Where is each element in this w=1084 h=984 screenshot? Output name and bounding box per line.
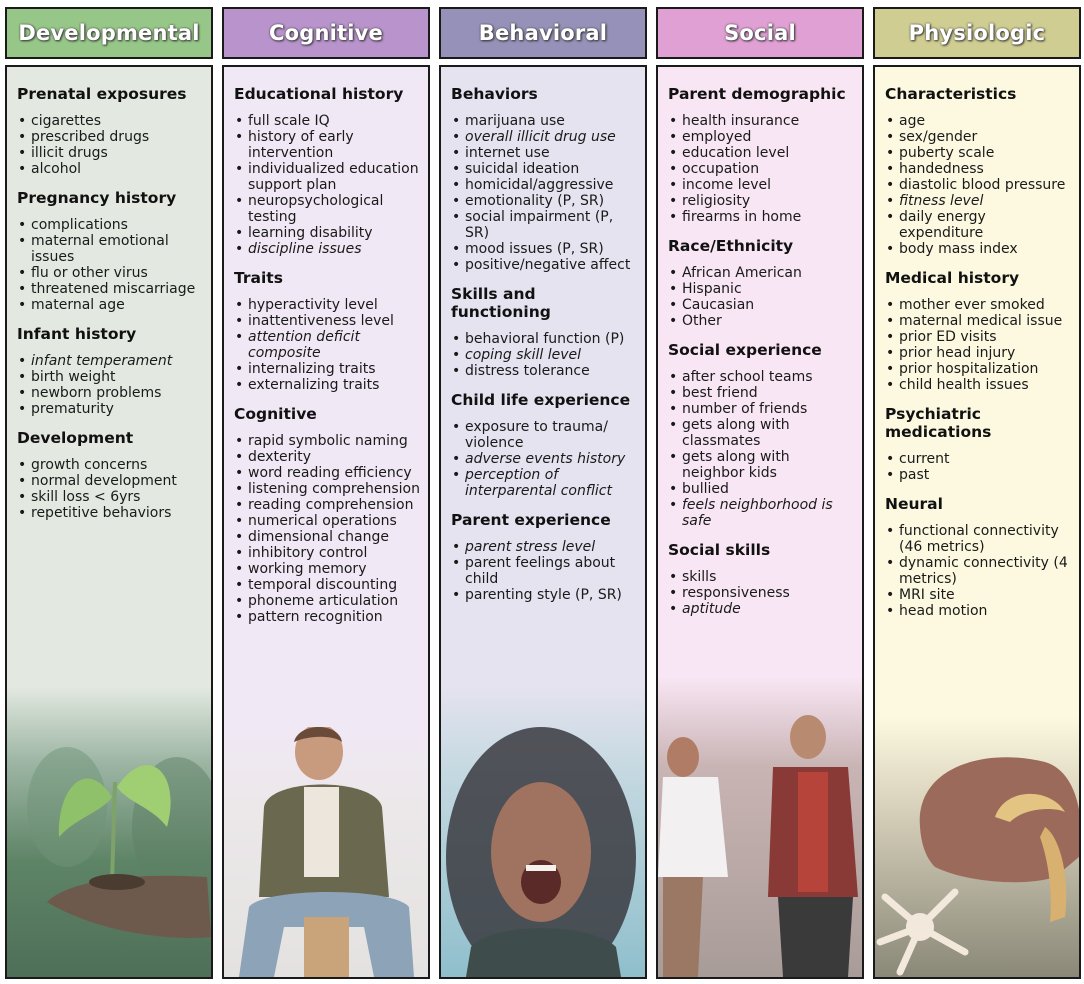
list-item: • current xyxy=(885,451,1071,467)
variable-list xyxy=(451,539,637,603)
list-item: • history of early intervention xyxy=(234,129,420,161)
list-item: • skill loss < 6yrs xyxy=(17,489,203,505)
variable-list xyxy=(17,353,203,417)
list-item: • dynamic connectivity (4 metrics) xyxy=(885,555,1071,587)
list-item: • dexterity xyxy=(234,449,420,465)
list-item: • gets along with classmates xyxy=(668,417,854,449)
variable-list xyxy=(234,297,420,393)
section xyxy=(668,541,854,617)
list-item: • dimensional change xyxy=(234,529,420,545)
variable-list xyxy=(668,369,854,529)
section-title: Pregnancy history xyxy=(17,189,177,207)
section-title: Cognitive xyxy=(234,405,317,423)
section-title: Child life experience xyxy=(451,391,631,409)
list-item: • income level xyxy=(668,177,854,193)
list-item: • perception of interparental conflict xyxy=(451,467,637,499)
list-item: • maternal medical issue xyxy=(885,313,1071,329)
list-item: • flu or other virus xyxy=(17,265,203,281)
list-item: • overall illicit drug use xyxy=(451,129,637,145)
list-item: • MRI site xyxy=(885,587,1071,603)
section xyxy=(234,405,420,625)
laughing-woman-photo xyxy=(441,687,645,977)
list-item: • externalizing traits xyxy=(234,377,420,393)
list-item: • newborn problems xyxy=(17,385,203,401)
list-item: • number of friends xyxy=(668,401,854,417)
panel-developmental xyxy=(5,65,213,979)
list-item: • puberty scale xyxy=(885,145,1071,161)
list-item: • past xyxy=(885,467,1071,483)
header-developmental: Developmental xyxy=(5,7,213,59)
header-cognitive: Cognitive xyxy=(222,7,430,59)
section-title: Traits xyxy=(234,269,283,287)
list-item: • distress tolerance xyxy=(451,363,637,379)
list-item: • threatened miscarriage xyxy=(17,281,203,297)
section xyxy=(885,495,1071,619)
list-item: • reading comprehension xyxy=(234,497,420,513)
list-item: • neuropsychological testing xyxy=(234,193,420,225)
list-item: • illicit drugs xyxy=(17,145,203,161)
list-item: • bullied xyxy=(668,481,854,497)
header-social: Social xyxy=(656,7,864,59)
list-item: • internalizing traits xyxy=(234,361,420,377)
list-item: • prescribed drugs xyxy=(17,129,203,145)
list-item: • best friend xyxy=(668,385,854,401)
list-item: • head motion xyxy=(885,603,1071,619)
list-item: • inhibitory control xyxy=(234,545,420,561)
list-item: • skills xyxy=(668,569,854,585)
list-item: • parent feelings about child xyxy=(451,555,637,587)
list-item: • maternal age xyxy=(17,297,203,313)
section-title: Infant history xyxy=(17,325,137,343)
list-item: • gets along with neighbor kids xyxy=(668,449,854,481)
list-item: • maternal emotional issues xyxy=(17,233,203,265)
section-title: Development xyxy=(17,429,134,447)
list-item: • birth weight xyxy=(17,369,203,385)
variable-list xyxy=(451,419,637,499)
list-item: • prior ED visits xyxy=(885,329,1071,345)
list-item: • exposure to trauma/ violence xyxy=(451,419,637,451)
thinking-young-man-photo xyxy=(224,727,428,977)
panel-physiologic xyxy=(873,65,1081,979)
seedling-in-hand-photo xyxy=(7,687,211,977)
list-item: • daily energy expenditure xyxy=(885,209,1071,241)
list-item: • body mass index xyxy=(885,241,1071,257)
list-item: • alcohol xyxy=(17,161,203,177)
list-item: • discipline issues xyxy=(234,241,420,257)
variable-list xyxy=(885,113,1071,257)
section-title: Race/Ethnicity xyxy=(668,237,794,255)
variable-list xyxy=(451,331,637,379)
variable-list xyxy=(234,113,420,257)
list-item: • age xyxy=(885,113,1071,129)
list-item: • full scale IQ xyxy=(234,113,420,129)
list-item: • complications xyxy=(17,217,203,233)
list-item: • numerical operations xyxy=(234,513,420,529)
list-item: • temporal discounting xyxy=(234,577,420,593)
list-item: • education level xyxy=(668,145,854,161)
section xyxy=(17,189,203,313)
section xyxy=(451,511,637,603)
section-title: Neural xyxy=(885,495,943,513)
section xyxy=(234,85,420,257)
list-item: • emotionality (P, SR) xyxy=(451,193,637,209)
list-item: • individualized education support plan xyxy=(234,161,420,193)
content-behavioral xyxy=(441,67,645,615)
section-title: Psychiatric medications xyxy=(885,405,992,441)
header-behavioral: Behavioral xyxy=(439,7,647,59)
section-title: Parent experience xyxy=(451,511,611,529)
list-item: • parenting style (P, SR) xyxy=(451,587,637,603)
list-item: • employed xyxy=(668,129,854,145)
section-title: Characteristics xyxy=(885,85,1017,103)
content-cognitive xyxy=(224,67,428,637)
list-item: • homicidal/aggressive xyxy=(451,177,637,193)
section-title: Behaviors xyxy=(451,85,538,103)
two-teens-walking-photo xyxy=(658,677,862,977)
list-item: • behavioral function (P) xyxy=(451,331,637,347)
variable-list xyxy=(17,217,203,313)
list-item: • cigarettes xyxy=(17,113,203,129)
variable-list xyxy=(451,113,637,273)
list-item: • internet use xyxy=(451,145,637,161)
variable-list xyxy=(668,569,854,617)
variable-list xyxy=(885,451,1071,483)
list-item: • parent stress level xyxy=(451,539,637,555)
section-title: Educational history xyxy=(234,85,404,103)
list-item: • fitness level xyxy=(885,193,1071,209)
list-item: • aptitude xyxy=(668,601,854,617)
variable-list xyxy=(885,297,1071,393)
section-title: Medical history xyxy=(885,269,1020,287)
section xyxy=(234,269,420,393)
list-item: • handedness xyxy=(885,161,1071,177)
variable-list xyxy=(17,457,203,521)
list-item: • phoneme articulation xyxy=(234,593,420,609)
list-item: • functional connectivity (46 metrics) xyxy=(885,523,1071,555)
list-item: • hyperactivity level xyxy=(234,297,420,313)
list-item: • word reading efficiency xyxy=(234,465,420,481)
list-item: • responsiveness xyxy=(668,585,854,601)
header-physiologic: Physiologic xyxy=(873,7,1081,59)
list-item: • pattern recognition xyxy=(234,609,420,625)
content-developmental xyxy=(7,67,211,533)
panel-social xyxy=(656,65,864,979)
list-item: • occupation xyxy=(668,161,854,177)
list-item: • mother ever smoked xyxy=(885,297,1071,313)
list-item: • Other xyxy=(668,313,854,329)
list-item: • learning disability xyxy=(234,225,420,241)
list-item: • prior head injury xyxy=(885,345,1071,361)
list-item: • after school teams xyxy=(668,369,854,385)
list-item: • attention deficit composite xyxy=(234,329,420,361)
section xyxy=(17,85,203,177)
section-title: Parent demographic xyxy=(668,85,846,103)
list-item: • inattentiveness level xyxy=(234,313,420,329)
section xyxy=(451,285,637,379)
list-item: • Hispanic xyxy=(668,281,854,297)
list-item: • positive/negative affect xyxy=(451,257,637,273)
list-item: • feels neighborhood is safe xyxy=(668,497,854,529)
section xyxy=(17,325,203,417)
list-item: • coping skill level xyxy=(451,347,637,363)
section-title: Social experience xyxy=(668,341,822,359)
panel-behavioral xyxy=(439,65,647,979)
list-item: • social impairment (P, SR) xyxy=(451,209,637,241)
list-item: • adverse events history xyxy=(451,451,637,467)
section-title: Social skills xyxy=(668,541,771,559)
list-item: • child health issues xyxy=(885,377,1071,393)
panel-cognitive xyxy=(222,65,430,979)
variable-list xyxy=(668,265,854,329)
list-item: • rapid symbolic naming xyxy=(234,433,420,449)
list-item: • African American xyxy=(668,265,854,281)
section xyxy=(17,429,203,521)
list-item: • religiosity xyxy=(668,193,854,209)
section xyxy=(885,85,1071,257)
variable-list xyxy=(234,433,420,625)
list-item: • marijuana use xyxy=(451,113,637,129)
section xyxy=(668,237,854,329)
list-item: • repetitive behaviors xyxy=(17,505,203,521)
list-item: • suicidal ideation xyxy=(451,161,637,177)
list-item: • mood issues (P, SR) xyxy=(451,241,637,257)
list-item: • growth concerns xyxy=(17,457,203,473)
list-item: • prior hospitalization xyxy=(885,361,1071,377)
section xyxy=(451,391,637,499)
section-title: Skills and functioning xyxy=(451,285,551,321)
content-physiologic xyxy=(875,67,1079,631)
section xyxy=(885,405,1071,483)
variable-list xyxy=(885,523,1071,619)
section xyxy=(885,269,1071,393)
list-item: • working memory xyxy=(234,561,420,577)
list-item: • listening comprehension xyxy=(234,481,420,497)
section xyxy=(668,85,854,225)
content-social xyxy=(658,67,862,629)
list-item: • prematurity xyxy=(17,401,203,417)
section-title: Prenatal exposures xyxy=(17,85,187,103)
list-item: • health insurance xyxy=(668,113,854,129)
list-item: • infant temperament xyxy=(17,353,203,369)
variable-list xyxy=(668,113,854,225)
list-item: • diastolic blood pressure xyxy=(885,177,1071,193)
list-item: • firearms in home xyxy=(668,209,854,225)
section xyxy=(668,341,854,529)
variable-list xyxy=(17,113,203,177)
list-item: • Caucasian xyxy=(668,297,854,313)
section xyxy=(451,85,637,273)
list-item: • sex/gender xyxy=(885,129,1071,145)
brain-model-and-neuron-photo xyxy=(875,717,1079,977)
list-item: • normal development xyxy=(17,473,203,489)
